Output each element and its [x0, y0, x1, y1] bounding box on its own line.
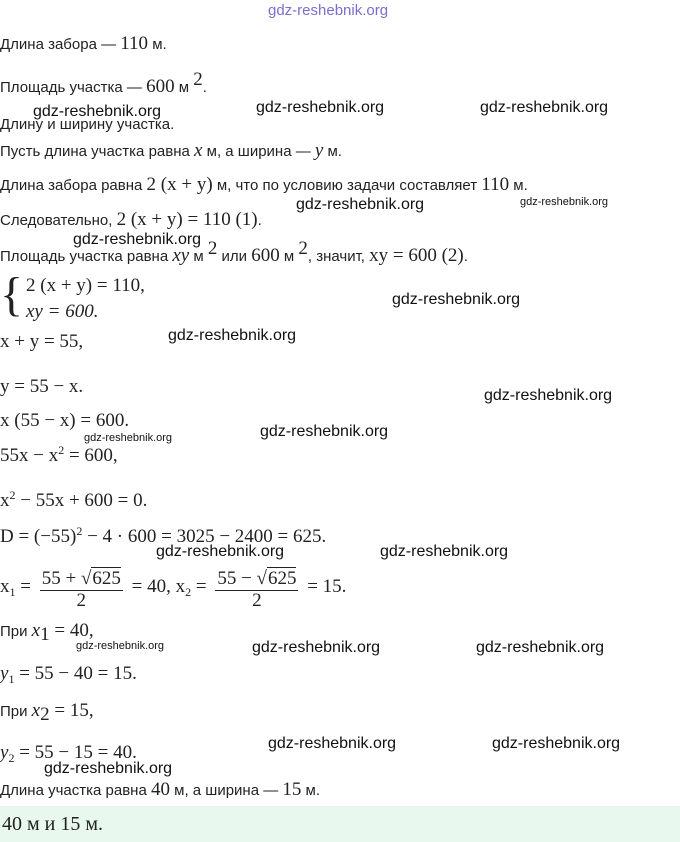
system-equation-1: 2 (x + y) = 110,	[26, 275, 145, 296]
text-line: При $x_1 = 40$,	[0, 620, 94, 645]
system-brace: {	[0, 268, 24, 321]
fraction: $\frac{55 + √625}{2}$	[41, 568, 121, 608]
watermark: gdz-reshebnik.org	[492, 735, 621, 752]
watermark: gdz-reshebnik.org	[520, 196, 609, 208]
answer-box	[0, 806, 680, 842]
watermark: gdz-reshebnik.org	[76, 640, 165, 652]
watermark: gdz-reshebnik.org	[252, 639, 381, 656]
text-line: Длина забора равна 2 (x + y) м, что по условию задачи составляет 110 м.	[0, 174, 528, 195]
text-line: Длина участка равна 40 м, а ширина — 15 м.	[0, 779, 321, 800]
discriminant: $D = (-55)^2 - 4 \cdot 600 = 3025 - 2400 = 625$.	[0, 524, 327, 547]
text-line: При $x_2 = 15$,	[0, 700, 94, 725]
equation: x (55 − x) = 600.	[0, 410, 130, 431]
watermark: gdz-reshebnik.org	[392, 291, 521, 308]
watermark: gdz-reshebnik.org	[168, 327, 297, 344]
watermark: gdz-reshebnik.org	[380, 543, 509, 560]
text-line: Площадь участка — 600 м $^2$.	[0, 69, 207, 97]
watermark: gdz-reshebnik.org	[156, 543, 285, 560]
watermark: gdz-reshebnik.org	[73, 231, 202, 248]
watermark: gdz-reshebnik.org	[476, 639, 605, 656]
watermark: gdz-reshebnik.org	[480, 99, 609, 116]
equation: $x^2 - 55x + 600 = 0$.	[0, 488, 148, 511]
watermark: gdz-reshebnik.org	[484, 387, 613, 404]
watermark: gdz-reshebnik.org	[296, 196, 425, 213]
watermark: gdz-reshebnik.org	[260, 423, 389, 440]
watermark: gdz-reshebnik.org	[268, 2, 389, 19]
text-line: Площадь участка равна xy м $^2$ или 600 м $^2$, значит, xy = 600 (2).	[0, 238, 468, 266]
equation: $y_1 = 55 - 40 = 15$.	[0, 663, 137, 686]
watermark: gdz-reshebnik.org	[84, 432, 173, 444]
watermark: gdz-reshebnik.org	[256, 99, 385, 116]
watermark: gdz-reshebnik.org	[44, 760, 173, 777]
system-equation-2: xy = 600.	[26, 301, 99, 322]
text-line: Пусть длина участка равна x м, а ширина — y м.	[0, 140, 342, 161]
answer-text: 40 м и 15 м.	[2, 813, 104, 835]
text-line: Следовательно, 2 (x + y) = 110 (1).	[0, 209, 262, 230]
roots-equation: $x_1$ = $\frac{55 + √625}{2}$ = 40, $x_2$ = $\frac{55 - √625}{2}$ = 15.	[0, 568, 347, 608]
watermark: gdz-reshebnik.org	[268, 735, 397, 752]
fraction: $\frac{55 - √625}{2}$	[217, 568, 297, 608]
equation: y = 55 − x.	[0, 376, 84, 397]
text-line: Длина забора — 110 м.	[0, 33, 167, 54]
equation: $55x - x^2 = 600$,	[0, 443, 118, 466]
equation: $y_2 = 55 - 15 = 40$.	[0, 742, 137, 765]
text-line: Длину и ширину участка.	[0, 116, 175, 133]
equation: x + y = 55,	[0, 331, 84, 352]
watermark: gdz-reshebnik.org	[33, 103, 162, 120]
